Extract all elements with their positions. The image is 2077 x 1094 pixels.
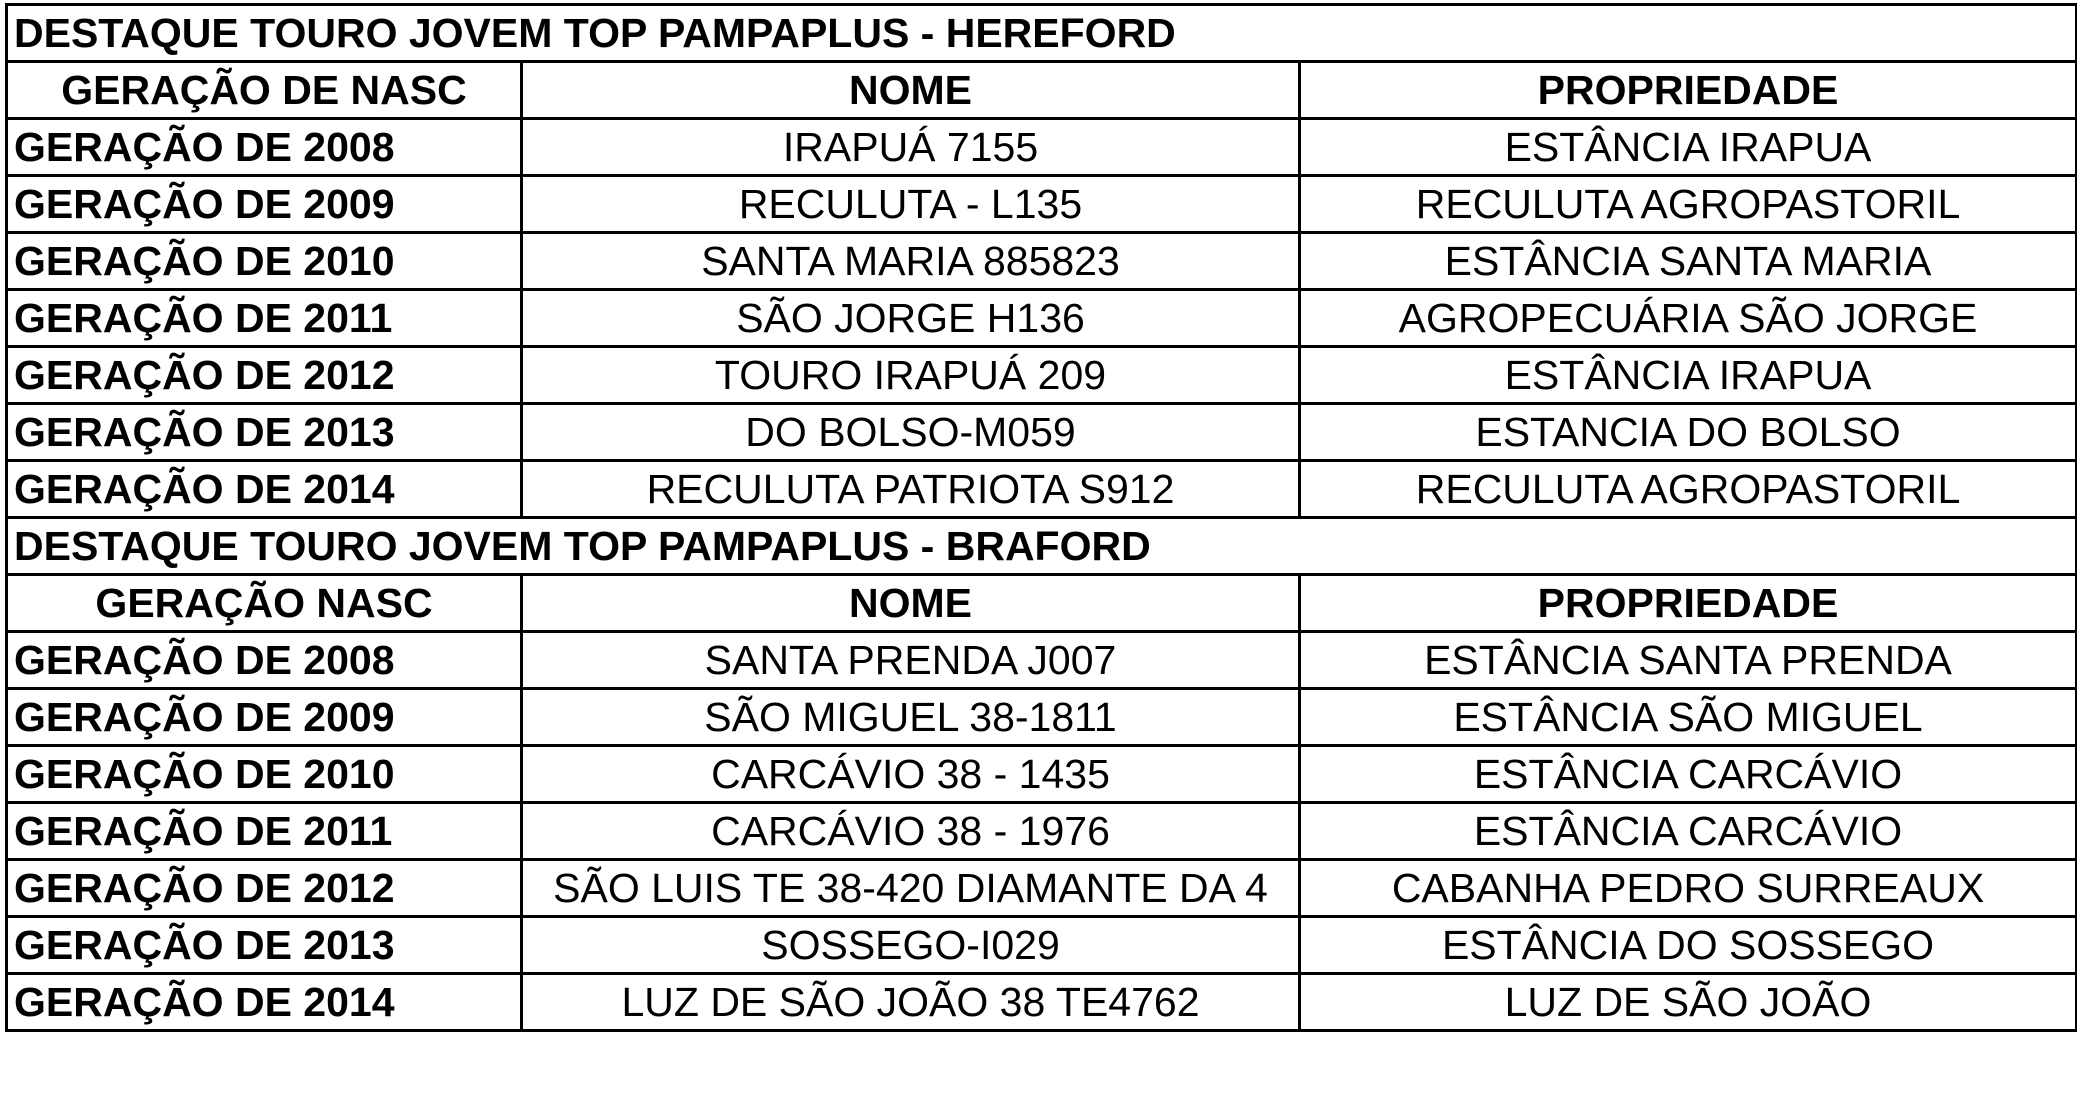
generation-cell: GERAÇÃO DE 2014 (7, 461, 522, 518)
property-cell: ESTÂNCIA CARCÁVIO (1300, 746, 2077, 803)
table-row (7, 689, 2077, 746)
name-cell: RECULUTA PATRIOTA S912 (522, 461, 1300, 518)
award-table-body (7, 5, 2077, 1031)
table-row (7, 632, 2077, 689)
generation-cell: GERAÇÃO DE 2009 (7, 689, 522, 746)
generation-cell: GERAÇÃO DE 2011 (7, 803, 522, 860)
table-row (7, 176, 2077, 233)
section-title-row-hereford (7, 5, 2077, 62)
name-cell: CARCÁVIO 38 - 1435 (522, 746, 1300, 803)
name-cell: CARCÁVIO 38 - 1976 (522, 803, 1300, 860)
property-cell: ESTÂNCIA CARCÁVIO (1300, 803, 2077, 860)
generation-cell: GERAÇÃO DE 2010 (7, 746, 522, 803)
column-header-name: NOME (522, 575, 1300, 632)
table-row (7, 803, 2077, 860)
generation-cell: GERAÇÃO DE 2008 (7, 632, 522, 689)
column-header-property: PROPRIEDADE (1300, 575, 2077, 632)
generation-cell: GERAÇÃO DE 2008 (7, 119, 522, 176)
name-cell: TOURO IRAPUÁ 209 (522, 347, 1300, 404)
header-row-hereford (7, 62, 2077, 119)
name-cell: RECULUTA - L135 (522, 176, 1300, 233)
column-header-generation: GERAÇÃO NASC (7, 575, 522, 632)
table-row (7, 917, 2077, 974)
name-cell: DO BOLSO-M059 (522, 404, 1300, 461)
property-cell: ESTÂNCIA IRAPUA (1300, 347, 2077, 404)
table-row (7, 119, 2077, 176)
name-cell: IRAPUÁ 7155 (522, 119, 1300, 176)
column-header-name: NOME (522, 62, 1300, 119)
name-cell: SOSSEGO-I029 (522, 917, 1300, 974)
property-cell: ESTÂNCIA DO SOSSEGO (1300, 917, 2077, 974)
table-row (7, 974, 2077, 1031)
section-title-row-braford (7, 518, 2077, 575)
generation-cell: GERAÇÃO DE 2012 (7, 860, 522, 917)
property-cell: ESTÂNCIA SÃO MIGUEL (1300, 689, 2077, 746)
table-row (7, 860, 2077, 917)
name-cell: SANTA MARIA 885823 (522, 233, 1300, 290)
property-cell: LUZ DE SÃO JOÃO (1300, 974, 2077, 1031)
property-cell: CABANHA PEDRO SURREAUX (1300, 860, 2077, 917)
column-header-property: PROPRIEDADE (1300, 62, 2077, 119)
property-cell: ESTÂNCIA SANTA MARIA (1300, 233, 2077, 290)
award-table (5, 3, 2077, 1032)
property-cell: RECULUTA AGROPASTORIL (1300, 461, 2077, 518)
generation-cell: GERAÇÃO DE 2013 (7, 404, 522, 461)
name-cell: LUZ DE SÃO JOÃO 38 TE4762 (522, 974, 1300, 1031)
generation-cell: GERAÇÃO DE 2014 (7, 974, 522, 1031)
generation-cell: GERAÇÃO DE 2012 (7, 347, 522, 404)
generation-cell: GERAÇÃO DE 2010 (7, 233, 522, 290)
name-cell: SÃO LUIS TE 38-420 DIAMANTE DA 4 (522, 860, 1300, 917)
property-cell: ESTÂNCIA SANTA PRENDA (1300, 632, 2077, 689)
property-cell: AGROPECUÁRIA SÃO JORGE (1300, 290, 2077, 347)
name-cell: SANTA PRENDA J007 (522, 632, 1300, 689)
name-cell: SÃO MIGUEL 38-1811 (522, 689, 1300, 746)
table-row (7, 347, 2077, 404)
header-row-braford (7, 575, 2077, 632)
table-row (7, 746, 2077, 803)
column-header-generation: GERAÇÃO DE NASC (7, 62, 522, 119)
table-row (7, 233, 2077, 290)
table-row (7, 404, 2077, 461)
section-title-hereford: DESTAQUE TOURO JOVEM TOP PAMPAPLUS - HEREFORD (7, 5, 2077, 62)
table-row (7, 290, 2077, 347)
property-cell: ESTÂNCIA IRAPUA (1300, 119, 2077, 176)
property-cell: RECULUTA AGROPASTORIL (1300, 176, 2077, 233)
generation-cell: GERAÇÃO DE 2013 (7, 917, 522, 974)
name-cell: SÃO JORGE H136 (522, 290, 1300, 347)
table-row (7, 461, 2077, 518)
property-cell: ESTANCIA DO BOLSO (1300, 404, 2077, 461)
generation-cell: GERAÇÃO DE 2011 (7, 290, 522, 347)
section-title-braford: DESTAQUE TOURO JOVEM TOP PAMPAPLUS - BRAFORD (7, 518, 2077, 575)
generation-cell: GERAÇÃO DE 2009 (7, 176, 522, 233)
